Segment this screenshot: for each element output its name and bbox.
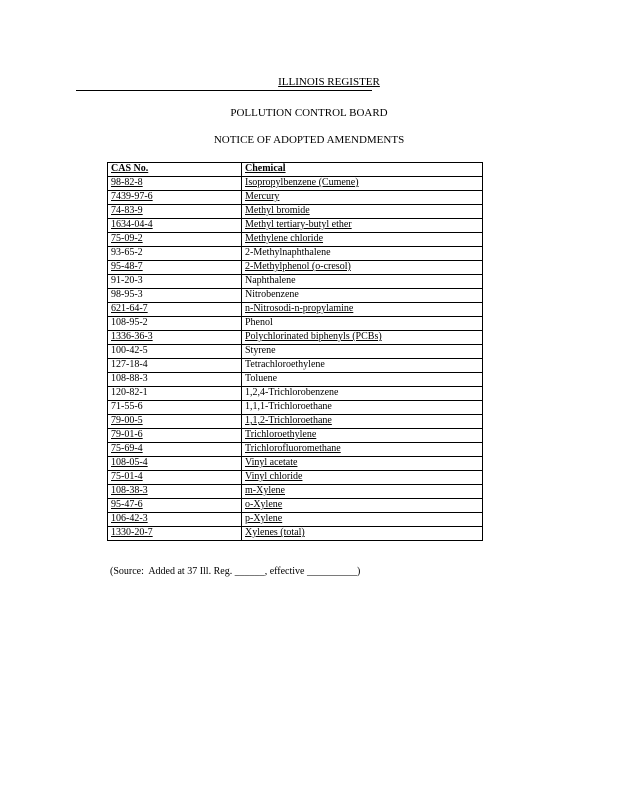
table-row — [108, 387, 483, 401]
cas-number-cell: 127-18-4 — [108, 359, 242, 373]
chemical-name-cell: 2-Methylnaphthalene — [242, 247, 483, 261]
chemical-name-cell: p-Xylene — [242, 513, 483, 527]
chemical-name-cell: Polychlorinated biphenyls (PCBs) — [242, 331, 483, 345]
table-row — [108, 247, 483, 261]
table-row — [108, 233, 483, 247]
chemical-table — [107, 162, 483, 541]
chemical-name-cell: m-Xylene — [242, 485, 483, 499]
chemical-name-cell: 1,1,1-Trichloroethane — [242, 401, 483, 415]
table-row — [108, 275, 483, 289]
chemical-name-cell: Mercury — [242, 191, 483, 205]
table-row — [108, 471, 483, 485]
cas-number-cell: 108-05-4 — [108, 457, 242, 471]
cas-number-cell: 95-48-7 — [108, 261, 242, 275]
chemical-name-cell: 2-Methylphenol (o-cresol) — [242, 261, 483, 275]
cas-number-cell: 79-00-5 — [108, 415, 242, 429]
cas-number-cell: 93-65-2 — [108, 247, 242, 261]
cas-number-cell: 7439-97-6 — [108, 191, 242, 205]
table-row — [108, 191, 483, 205]
cas-number-cell: 108-38-3 — [108, 485, 242, 499]
chemical-name-cell: o-Xylene — [242, 499, 483, 513]
chemical-name-cell: n-Nitrosodi-n-propylamine — [242, 303, 483, 317]
chemical-name-cell: Vinyl acetate — [242, 457, 483, 471]
table-row — [108, 317, 483, 331]
cas-number-cell: 108-88-3 — [108, 373, 242, 387]
header-rule — [76, 90, 372, 91]
chemical-name-cell: Trichlorofluoromethane — [242, 443, 483, 457]
table-row — [108, 359, 483, 373]
table-row — [108, 443, 483, 457]
table-row — [108, 415, 483, 429]
cas-number-cell: 106-42-3 — [108, 513, 242, 527]
chemical-name-cell: Methyl tertiary-butyl ether — [242, 219, 483, 233]
cas-number-cell: 74-83-9 — [108, 205, 242, 219]
table-row — [108, 513, 483, 527]
chemical-name-cell: Methyl bromide — [242, 205, 483, 219]
cas-number-cell: 71-55-6 — [108, 401, 242, 415]
chemical-name-cell: Methylene chloride — [242, 233, 483, 247]
table-header-row — [108, 163, 483, 177]
table-row — [108, 527, 483, 541]
table-row — [108, 457, 483, 471]
cas-number-cell: 75-09-2 — [108, 233, 242, 247]
cas-number-cell: 1634-04-4 — [108, 219, 242, 233]
table-row — [108, 373, 483, 387]
cas-number-cell: 75-69-4 — [108, 443, 242, 457]
chemical-name-cell: 1,2,4-Trichlorobenzene — [242, 387, 483, 401]
cas-number-cell: 98-82-8 — [108, 177, 242, 191]
cas-number-cell: 621-64-7 — [108, 303, 242, 317]
register-title: ILLINOIS REGISTER — [278, 76, 380, 88]
table-row — [108, 261, 483, 275]
chemical-name-cell: Styrene — [242, 345, 483, 359]
table-row — [108, 331, 483, 345]
column-header-cas: CAS No. — [108, 163, 242, 177]
table-row — [108, 499, 483, 513]
table-row — [108, 205, 483, 219]
chemical-name-cell: Naphthalene — [242, 275, 483, 289]
cas-number-cell: 120-82-1 — [108, 387, 242, 401]
cas-number-cell: 108-95-2 — [108, 317, 242, 331]
cas-number-cell: 98-95-3 — [108, 289, 242, 303]
table-row — [108, 345, 483, 359]
table-body — [108, 177, 483, 541]
table-row — [108, 177, 483, 191]
table-row — [108, 289, 483, 303]
cas-number-cell: 1330-20-7 — [108, 527, 242, 541]
chemical-name-cell: Phenol — [242, 317, 483, 331]
chemical-name-cell: Nitrobenzene — [242, 289, 483, 303]
cas-number-cell: 1336-36-3 — [108, 331, 242, 345]
table-row — [108, 429, 483, 443]
chemical-name-cell: Tetrachloroethylene — [242, 359, 483, 373]
chemical-name-cell: Isopropylbenzene (Cumene) — [242, 177, 483, 191]
table-row — [108, 485, 483, 499]
chemical-name-cell: Vinyl chloride — [242, 471, 483, 485]
chemical-name-cell: Trichloroethylene — [242, 429, 483, 443]
notice-title: NOTICE OF ADOPTED AMENDMENTS — [213, 134, 405, 146]
source-note: (Source: Added at 37 Ill. Reg. ______, effective __________) — [110, 566, 361, 577]
cas-number-cell: 79-01-6 — [108, 429, 242, 443]
cas-number-cell: 75-01-4 — [108, 471, 242, 485]
chemical-name-cell: Toluene — [242, 373, 483, 387]
cas-number-cell: 95-47-6 — [108, 499, 242, 513]
chemical-name-cell: Xylenes (total) — [242, 527, 483, 541]
table-row — [108, 401, 483, 415]
cas-number-cell: 100-42-5 — [108, 345, 242, 359]
table-row — [108, 219, 483, 233]
chemical-name-cell: 1,1,2-Trichloroethane — [242, 415, 483, 429]
table-row — [108, 303, 483, 317]
column-header-chemical: Chemical — [242, 163, 483, 177]
cas-number-cell: 91-20-3 — [108, 275, 242, 289]
board-title: POLLUTION CONTROL BOARD — [230, 107, 388, 119]
